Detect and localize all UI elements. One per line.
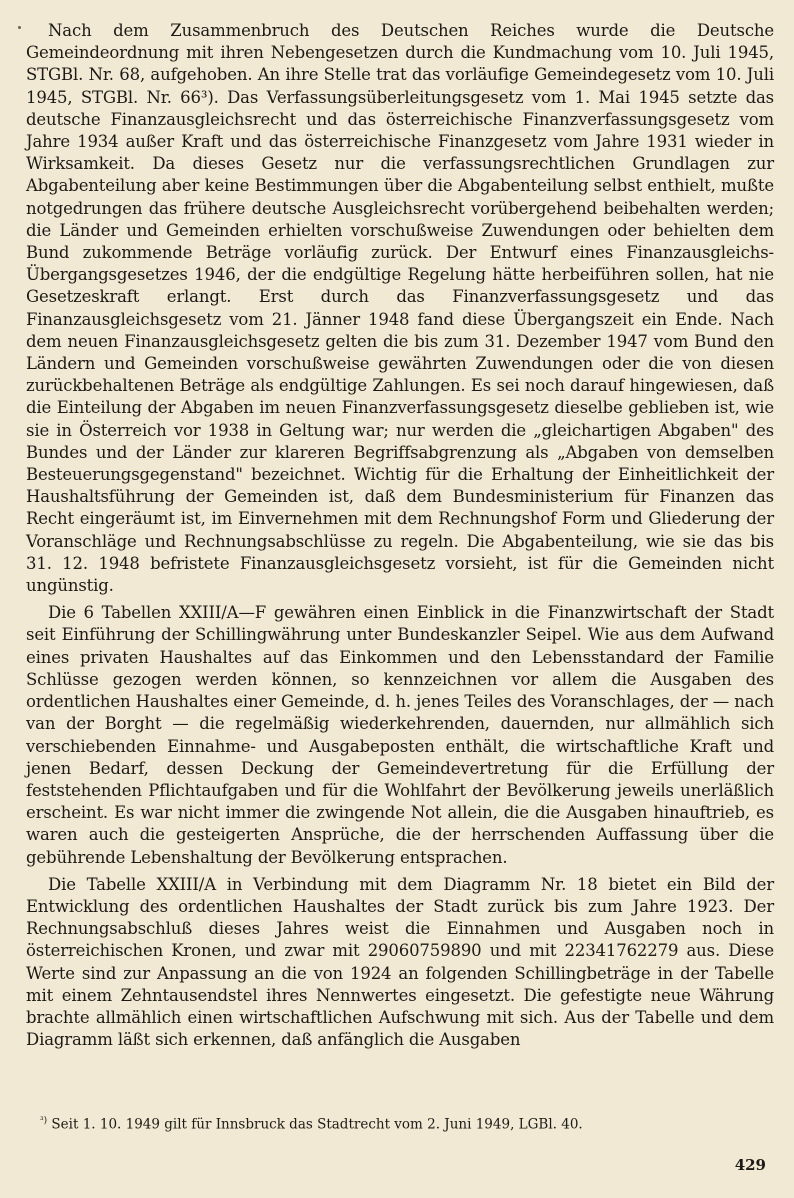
paragraph-2: Die 6 Tabellen XXIII/A—F gewähren einen Einblick in die Finanzwirtschaft der Stadt seit Einführung der Schillingwährung unter Bundeskanzler Seipel. Wie aus dem Aufwand eines privaten Haushaltes auf das Einkommen und den Lebensstandard der Familie Schlüsse gezogen werden können, so kennzeichnen vor allem die Ausgaben des ordentlichen Haushaltes einer Gemeinde, d. h. jenes Teiles des Voranschlages, der — nach van der Borght — die regelmäßig wiederkehrenden, dauernden, nur allmählich sich verschiebenden Einnahme- und Ausgabeposten enthält, die wirtschaftliche Kraft und jenen Bedarf, dessen Deckung der Gemeindevertretung für die Erfüllung der feststehenden Pflichtaufgaben und für die Wohlfahrt der Bevölkerung jeweils unerläßlich erscheint. Es war nicht immer die zwingende Not allein, die die Ausgaben hinauftrieb, es waren auch die gesteigerten Ansprüche, die der herrschenden Auffassung über die gebührende Lebenshaltung der Bevölkerung entsprachen. xyxy=(26,603,774,867)
page-number: 429 xyxy=(734,1156,766,1174)
margin-dot xyxy=(18,26,21,29)
footnote-marker: ³) xyxy=(40,1116,48,1126)
paragraph-1: Nach dem Zusammenbruch des Deutschen Reiches wurde die Deutsche Gemeindeordnung mit ihren Nebengesetzen durch die Kundmachung vom 10. Juli 1945, STGBl. Nr. 68, aufgehoben. An ihre Stelle trat das vorläufige Gemeindegesetz vom 10. Juli 1945, STGBl. Nr. 66³). Das Verfassungsüberleitungsgesetz vom 1. Mai 1945 setzte das deutsche Finanzausgleichsrecht und das österreichische Finanzverfassungsgesetz vom Jahre 1934 außer Kraft und das österreichische Finanzgesetz vom Jahre 1931 wieder in Wirksamkeit. Da dieses Gesetz nur die verfassungsrechtlichen Grundlagen zur Abgabenteilung aber keine Bestimmungen über die Abgabenteilung selbst enthielt, mußte notgedrungen das frühere deutsche Ausgleichsrecht vorübergehend beibehalten werden; die Länder und Gemeinden erhielten vorschußweise Zuwendungen oder behielten dem Bund zukommende Beträge vorläufig zurück. Der Entwurf eines Finanzausgleichs-Übergangsgesetzes 1946, der die endgültige Regelung hätte herbeiführen sollen, hat nie Gesetzeskraft erlangt. Erst durch das Finanzverfassungsgesetz und das Finanzausgleichsgesetz vom 21. Jänner 1948 fand diese Übergangszeit ein Ende. Nach dem neuen Finanzausgleichsgesetz gelten die bis zum 31. Dezember 1947 vom Bund den Ländern und Gemeinden vorschußweise gewährten Zuwendungen oder die von diesen zurückbehaltenen Beträge als endgültige Zahlungen. Es sei noch darauf hingewiesen, daß die Einteilung der Abgaben im neuen Finanzverfassungsgesetz dieselbe geblieben ist, wie sie in Österreich vor 1938 in Geltung war; nur werden die „gleichartigen Abgaben" des Bundes und der Länder zur klareren Begriffsabgrenzung als „Abgaben von demselben Besteuerungsgegenstand" bezeichnet. Wichtig für die Erhaltung der Einheitlichkeit der Haushaltsführung der Gemeinden ist, daß dem Bundesministerium für Finanzen das Recht eingeräumt ist, im Einvernehmen mit dem Rechnungshof Form und Gliederung der Voranschläge und Rechnungsabschlüsse zu regeln. Die Abgabenteilung, wie sie das bis 31. 12. 1948 befristete Finanzausgleichsgesetz vorsieht, ist für die Gemeinden nicht ungünstig. xyxy=(26,21,774,596)
footnote-text: Seit 1. 10. 1949 gilt für Innsbruck das Stadtrecht vom 2. Juni 1949, LGBl. 40. xyxy=(51,1116,583,1133)
body-text xyxy=(26,20,774,1056)
paragraph-3: Die Tabelle XXIII/A in Verbindung mit dem Diagramm Nr. 18 bietet ein Bild der Entwicklung des ordentlichen Haushaltes der Stadt zurück bis zum Jahre 1923. Der Rechnungsabschluß dieses Jahres weist die Einnahmen und Ausgaben noch in österreichischen Kronen, und zwar mit 29060759890 und mit 22341762279 aus. Diese Werte sind zur Anpassung an die von 1924 an folgenden Schillingbeträge in der Tabelle mit einem Zehntausendstel ihres Nennwertes eingesetzt. Die gefestigte neue Währung brachte allmählich einen wirtschaftlichen Aufschwung mit sich. Aus der Tabelle und dem Diagramm läßt sich erkennen, daß anfänglich die Ausgaben xyxy=(26,874,774,1050)
footnote xyxy=(40,1112,770,1134)
